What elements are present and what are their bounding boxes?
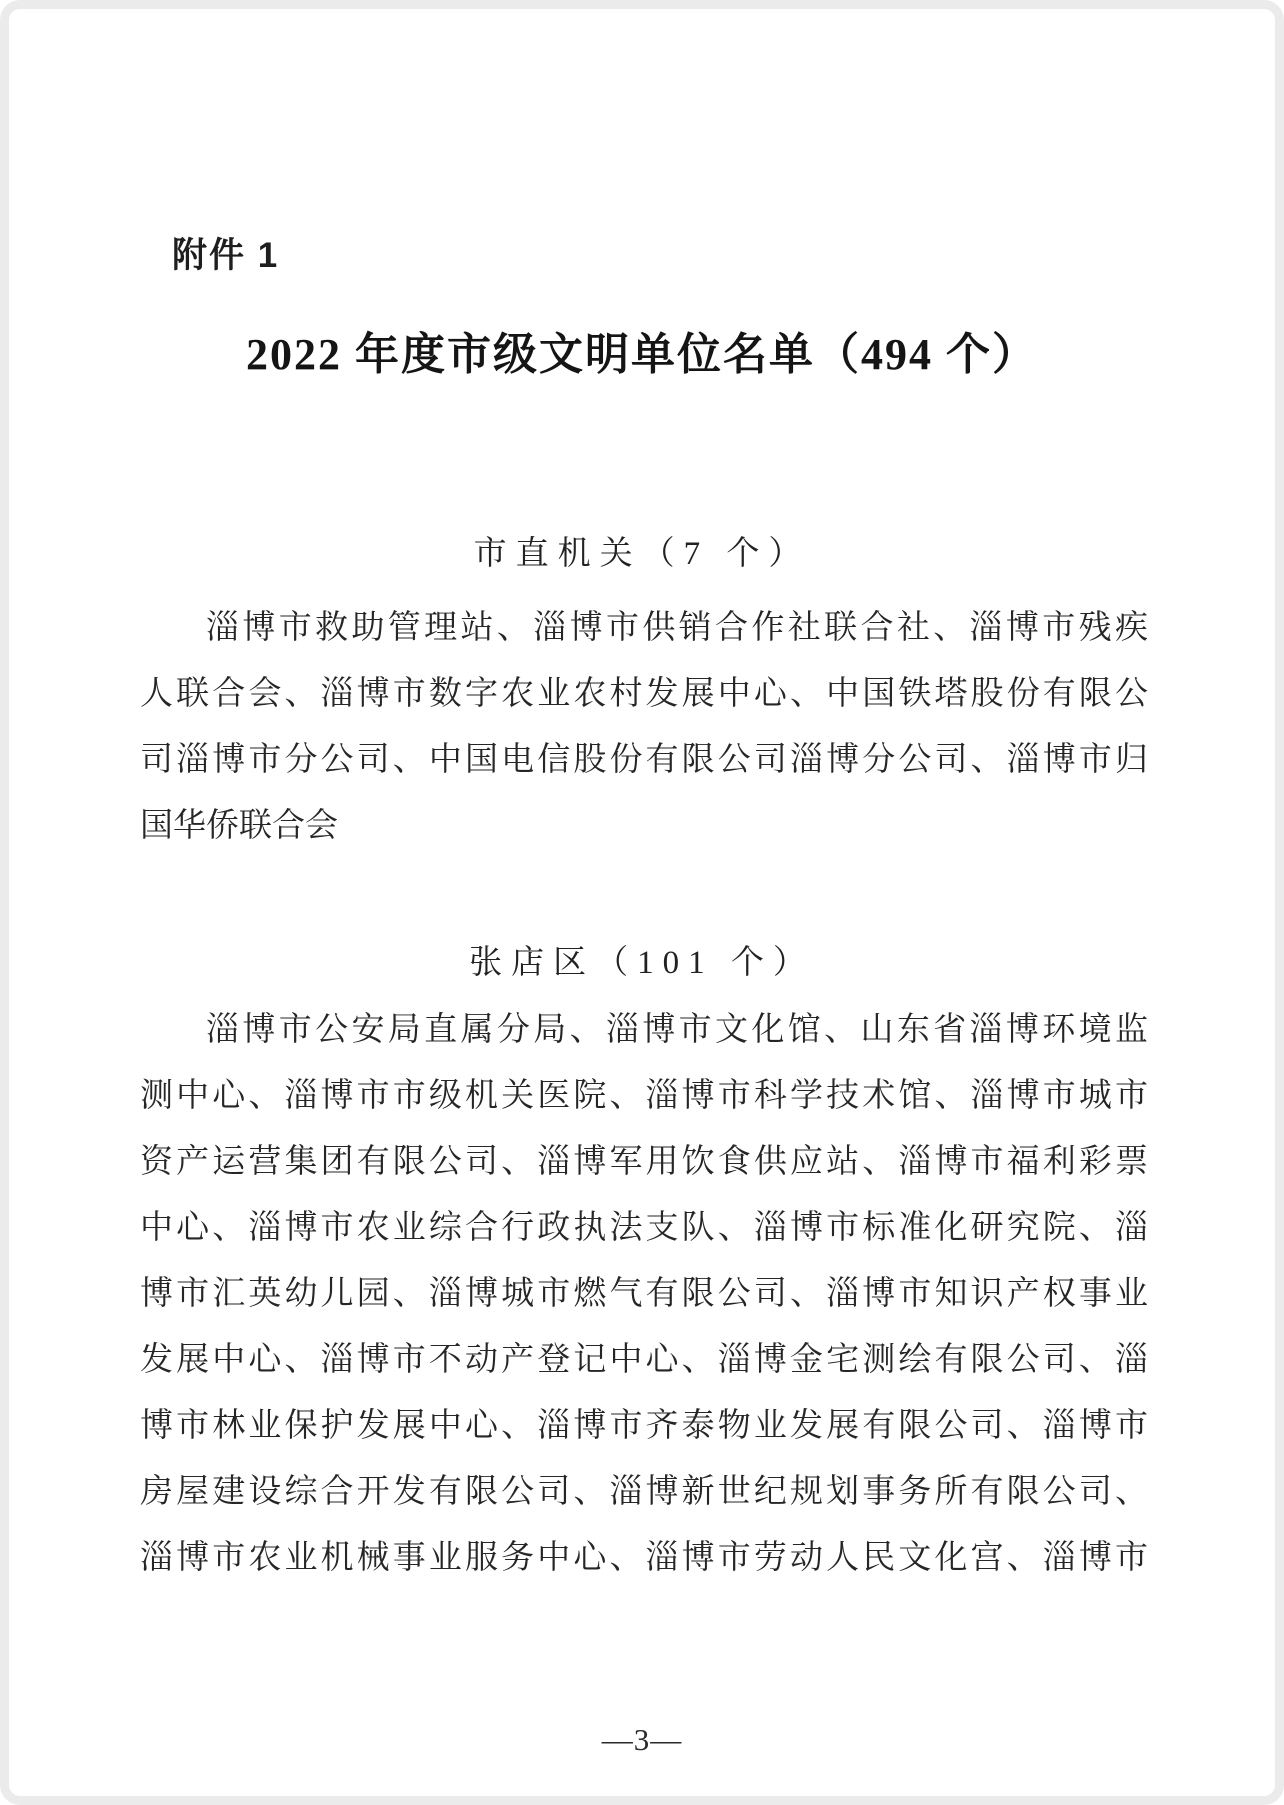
paragraph-line: 测中心、淄博市市级机关医院、淄博市科学技术馆、淄博市城市 xyxy=(140,1078,1148,1114)
paragraph-line: 发展中心、淄博市不动产登记中心、淄博金宅测绘有限公司、淄 xyxy=(140,1342,1148,1378)
paragraph-line: 博市林业保护发展中心、淄博市齐泰物业发展有限公司、淄博市 xyxy=(140,1408,1148,1444)
paragraph-line: 淄博市公安局直属分局、淄博市文化馆、山东省淄博环境监 xyxy=(206,1012,1148,1048)
attachment-label: 附件 1 xyxy=(172,236,280,275)
page-number: —3— xyxy=(601,1722,683,1757)
paragraph-line: 人联合会、淄博市数字农业农村发展中心、中国铁塔股份有限公 xyxy=(140,676,1148,712)
paragraph-line: 国华侨联合会 xyxy=(140,808,338,844)
paragraph-line: 淄博市救助管理站、淄博市供销合作社联合社、淄博市残疾 xyxy=(206,610,1148,646)
paragraph-line: 资产运营集团有限公司、淄博军用饮食供应站、淄博市福利彩票 xyxy=(140,1144,1148,1180)
document-title: 2022 年度市级文明单位名单（494 个） xyxy=(246,330,1038,379)
section-body-shizhi-jiguan xyxy=(140,595,1148,859)
section-heading-shizhi-jiguan: 市直机关（7 个） xyxy=(473,536,811,572)
paragraph-line: 房屋建设综合开发有限公司、淄博新世纪规划事务所有限公司、 xyxy=(140,1474,1148,1510)
paragraph-line: 中心、淄博市农业综合行政执法支队、淄博市标准化研究院、淄 xyxy=(140,1210,1148,1246)
paragraph-line: 司淄博市分公司、中国电信股份有限公司淄博分公司、淄博市归 xyxy=(140,742,1148,778)
section-body-zhangdian-district xyxy=(140,997,1148,1591)
paragraph-line: 淄博市农业机械事业服务中心、淄博市劳动人民文化宫、淄博市 xyxy=(140,1540,1148,1576)
paragraph-line: 博市汇英幼儿园、淄博城市燃气有限公司、淄博市知识产权事业 xyxy=(140,1276,1148,1312)
section-heading-zhangdian-district: 张店区（101 个） xyxy=(469,945,815,981)
